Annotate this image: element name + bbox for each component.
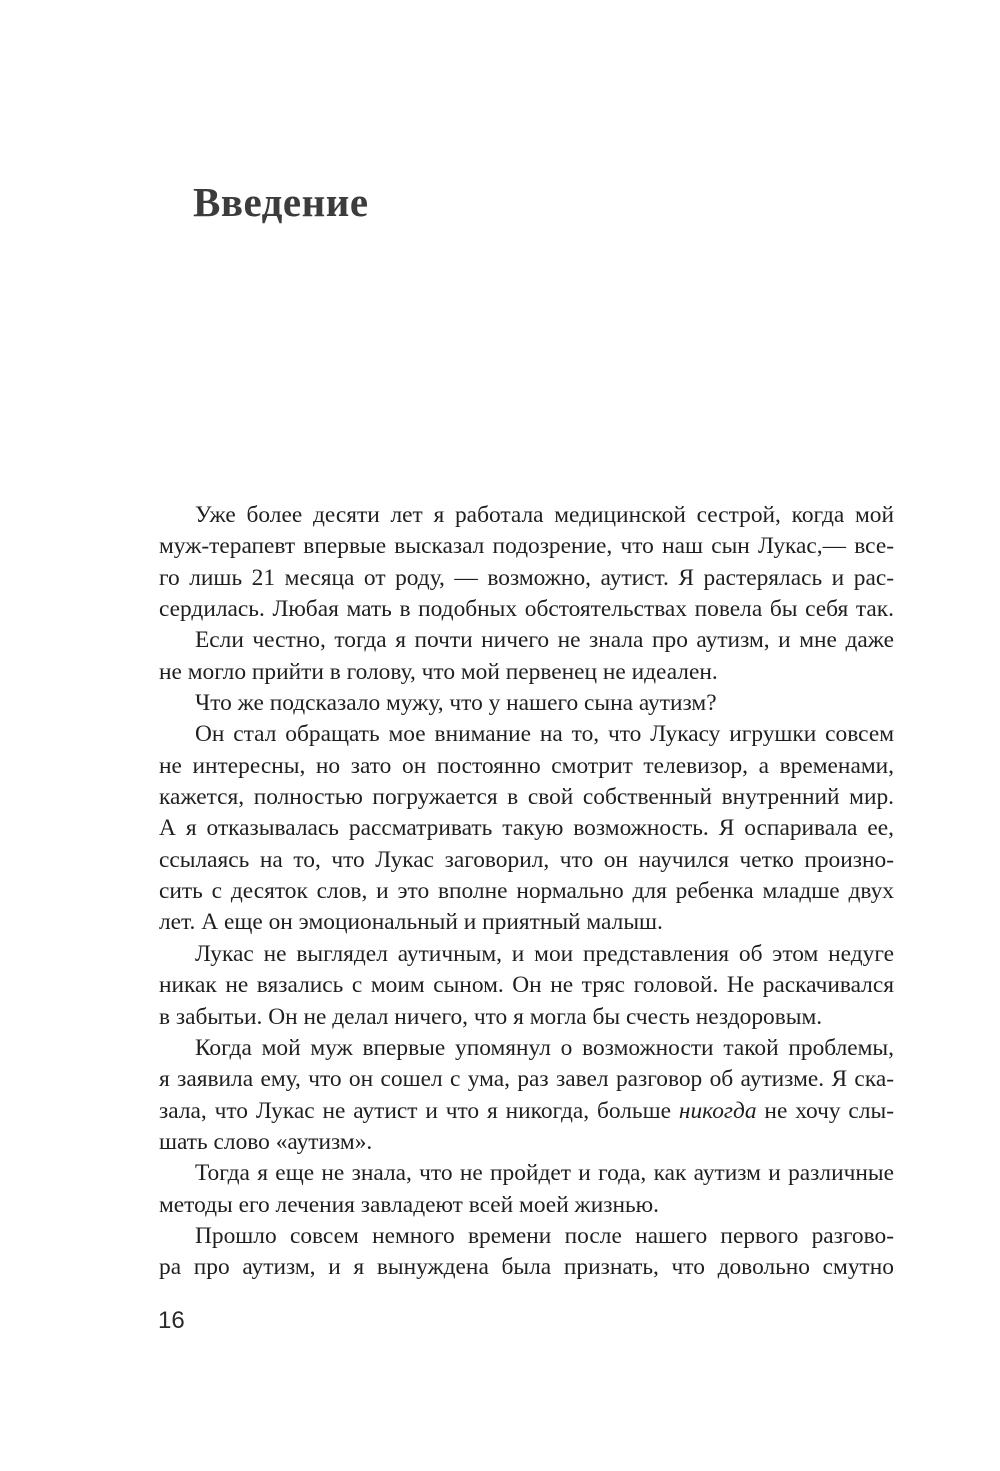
text-line <box>159 1096 894 1127</box>
paragraph-7 <box>159 1158 894 1221</box>
paragraph-3 <box>159 688 894 719</box>
text-segment: зала, что Лукас не аутист и что я никогда, больше <box>159 1097 679 1124</box>
text-segment: не хочу слы- <box>756 1097 894 1124</box>
paragraph-5 <box>159 939 894 1033</box>
text-line: Он стал обращать мое внимание на то, что Лукасу игрушки совсем <box>195 721 894 748</box>
chapter-title: Введение <box>193 179 369 225</box>
text-line: кажется, полностью погружается в свой собственный внутренний мир. <box>159 784 894 811</box>
text-line: Если честно, тогда я почти ничего не знала про аутизм, и мне даже <box>195 627 894 654</box>
text-line: Тогда я еще не знала, что не пройдет и года, как аутизм и различные <box>195 1160 894 1187</box>
paragraph-4 <box>159 719 894 938</box>
paragraph-2 <box>159 625 894 688</box>
text-line: шать слово «аутизм». <box>159 1128 373 1155</box>
page-number: 16 <box>158 1307 185 1334</box>
text-line: сить с десяток слов, и это вполне нормально для ребенка младше двух <box>159 878 894 905</box>
text-line: методы его лечения завладеют всей моей жизнью. <box>159 1191 659 1218</box>
text-line: ра про аутизм, и я вынуждена была признать, что довольно смутно <box>159 1254 894 1281</box>
text-line: не интересны, но зато он постоянно смотрит телевизор, а временами, <box>159 752 894 779</box>
text-line: Что же подсказало мужу, что у нашего сына аутизм? <box>195 690 717 717</box>
text-line: не могло прийти в голову, что мой первенец не идеален. <box>159 658 718 685</box>
text-line: я заявила ему, что он сошел с ума, раз завел разговор об аутизме. Я ска- <box>159 1066 894 1093</box>
text-line: Прошло совсем немного времени после нашего первого разгово- <box>195 1222 894 1249</box>
emphasis-text: никогда <box>678 1097 757 1124</box>
body-text <box>159 500 894 1284</box>
paragraph-1 <box>159 500 894 625</box>
text-line: сердилась. Любая мать в подобных обстоятельствах повела бы себя так. <box>159 596 894 623</box>
text-line: Уже более десяти лет я работала медицинской сестрой, когда мой <box>195 502 894 528</box>
text-line: Когда мой муж впервые упомянул о возможности такой проблемы, <box>195 1034 894 1061</box>
text-line: А я отказывалась рассматривать такую возможность. Я оспаривала ее, <box>159 815 894 842</box>
text-line: лет. А еще он эмоциональный и приятный малыш. <box>159 909 663 936</box>
text-line: никак не вязались с моим сыном. Он не тряс головой. Не раскачивался <box>159 972 894 999</box>
text-line: в забытьи. Он не делал ничего, что я могла бы счесть нездоровым. <box>159 1003 823 1030</box>
text-line: го лишь 21 месяца от роду, — возможно, аутист. Я растерялась и рас- <box>159 564 894 591</box>
text-line: Лукас не выглядел аутичным, и мои представления об этом недуге <box>195 940 894 967</box>
text-line: муж-терапевт впервые высказал подозрение, что наш сын Лукас,— все- <box>159 533 894 560</box>
paragraph-6 <box>159 1033 894 1158</box>
paragraph-8 <box>159 1221 894 1284</box>
text-line: ссылаясь на то, что Лукас заговорил, что он научился четко произно- <box>159 846 894 873</box>
